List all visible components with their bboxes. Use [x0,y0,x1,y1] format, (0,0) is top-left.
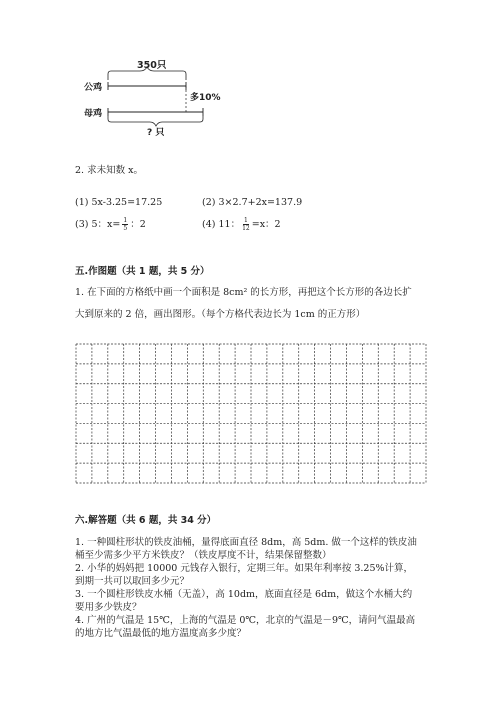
section6-line: 3. 一个圆柱形铁皮水桶（无盖），高 10dm，底面直径是 6dm，做这个水桶大约 [75,589,413,600]
fraction-numerator: 1 [123,217,128,224]
q2-item-expr: 11： [218,219,241,230]
q2-item-id: (3) [75,219,89,230]
q2-item-expr: 5x-3.25=17.25 [91,197,163,208]
section6-line: 要用多少铁皮？ [75,602,142,613]
q2-item-4 [202,217,281,232]
graph-paper-grid[interactable] [75,343,427,484]
section6-title: 六.解答题（共 6 题，共 34 分） [75,515,217,526]
q2-item-id: (4) [202,219,216,230]
hen-label: 母鸡 [84,109,103,119]
fraction-numerator: 1 [244,217,248,224]
section6-line: 4. 广州的气温是 15℃，上海的气温是 0℃，北京的气温是－9℃，请问气温最高 [75,615,416,626]
section6-line: 1. 一种圆柱形状的铁皮油桶，量得底面直径 8dm，高 5dm. 做一个这样的铁皮油 [75,537,417,548]
q2-item-3 [75,217,146,232]
total-label: 350只 [137,60,167,71]
section5-q1-line2: 大到原来的 2 倍，画出图形。（每个方格代表边长为 1cm 的正方形） [75,309,366,320]
section6-line: 到期一共可以取回多少元？ [75,576,190,587]
unknown-label: ? 只 [147,128,165,138]
q2-item-1 [75,196,162,209]
fraction-denominator: 5 [123,225,128,232]
q2-item-expr: 5：x= [91,219,121,230]
fraction-denominator: 12 [242,225,250,232]
q2-item-expr: 3×2.7+2x=137.9 [218,197,303,208]
fraction [122,217,128,232]
q2-item-expr-tail: =x：2 [251,219,281,230]
section6-line: 的地方比气温最低的地方温度高多少度？ [75,628,247,639]
q2-item-expr-tail: ：2 [130,219,146,230]
rooster-label: 公鸡 [84,83,103,93]
more-percent-label: 多10% [190,93,221,103]
section6-line: 2. 小华的妈妈把 10000 元钱存入银行，定期三年。如果年利率按 3.25%计算， [75,563,414,574]
q2-heading: 2. 求未知数 x。 [75,165,143,176]
q2-item-2 [202,196,302,209]
section6-line: 桶至少需多少平方米铁皮？（铁皮厚度不计，结果保留整数） [75,550,332,561]
q2-item-id: (2) [202,197,216,208]
section5-title: 五.作图题（共 1 题，共 5 分） [75,266,210,277]
diagram-lines [0,0,500,140]
fraction [242,217,250,232]
q2-item-id: (1) [75,197,89,208]
section5-q1-line1: 1. 在下面的方格纸中画一个面积是 8cm² 的长方形，再把这个长方形的各边长扩 [75,287,412,298]
